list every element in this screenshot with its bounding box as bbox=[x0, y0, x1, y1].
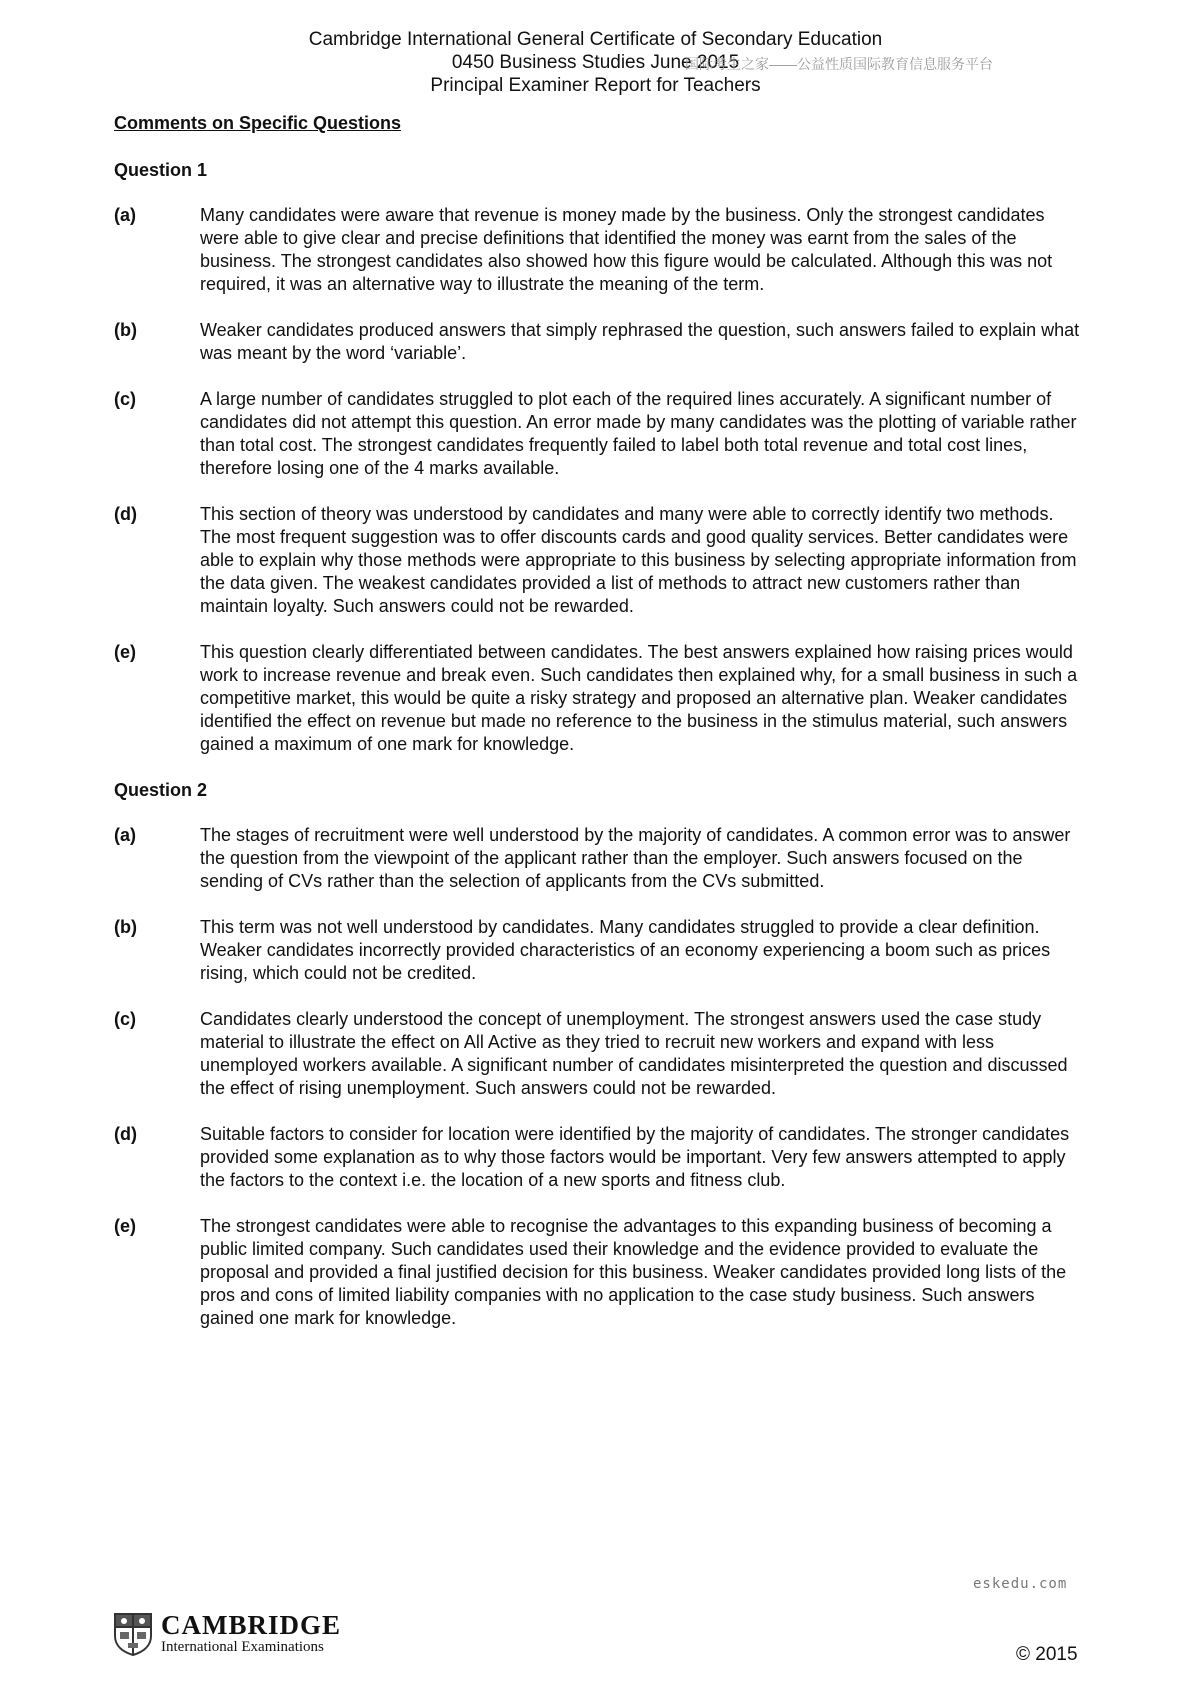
item-label: (b) bbox=[114, 320, 137, 340]
report-body bbox=[114, 112, 1084, 1353]
item-label: (e) bbox=[114, 1216, 136, 1236]
question-2-item-a bbox=[114, 824, 1084, 893]
item-label: (a) bbox=[114, 205, 136, 225]
item-text: Suitable factors to consider for location were identified by the majority of candidates. The stronger candidates provided some explanation as to why those factors would be important. Very few answers attempted to apply the factors to the context i.e. the location of a new sports and fitness club. bbox=[200, 1124, 1070, 1190]
item-label: (a) bbox=[114, 825, 136, 845]
question-1-item-d bbox=[114, 503, 1084, 618]
item-label: (b) bbox=[114, 917, 137, 937]
header-line-3: Principal Examiner Report for Teachers bbox=[430, 75, 761, 96]
item-text: The strongest candidates were able to recognise the advantages to this expanding business of becoming a public limited company. Such candidates used their knowledge and the evidence provided to evaluate the proposal and provided a final justified decision for this business. Weaker candidates provided long lists of the pros and cons of limited liability companies with no application to the case study business. Such answers gained one mark for knowledge. bbox=[200, 1216, 1067, 1328]
item-text: The stages of recruitment were well understood by the majority of candidates. A common error was to answer the question from the viewpoint of the applicant rather than the employer. Such answers focused on the sending of CVs rather than the selection of applicants from the CVs submitted. bbox=[200, 825, 1071, 891]
cambridge-shield-icon bbox=[113, 1612, 153, 1656]
item-label: (d) bbox=[114, 504, 137, 524]
header-watermark: 国际考生之家——公益性质国际教育信息服务平台 bbox=[685, 56, 993, 72]
item-text: This term was not well understood by candidates. Many candidates struggled to provide a clear definition. Weaker candidates incorrectly provided characteristics of an economy experiencing a boom such as prices rising, which could not be credited. bbox=[200, 917, 1051, 983]
item-text: Candidates clearly understood the concept of unemployment. The strongest answers used the case study material to illustrate the effect on All Active as they tried to recruit new workers and expand with less unemployed workers available. A significant number of candidates misinterpreted the question and discussed the effect of rising unemployment. Such answers could not be rewarded. bbox=[200, 1009, 1068, 1098]
question-2-item-d bbox=[114, 1123, 1084, 1192]
item-text: This question clearly differentiated between candidates. The best answers explained how raising prices would work to increase revenue and break even. Such candidates then explained why, for a small business in such a competitive market, this would be quite a risky strategy and proposed an alternative plan. Weaker candidates identified the effect on revenue but made no reference to the business in the stimulus material, such answers gained a maximum of one mark for knowledge. bbox=[200, 642, 1078, 754]
item-text: Many candidates were aware that revenue is money made by the business. Only the strongest candidates were able to give clear and precise definitions that identified the money was earnt from the sales of the business. The strongest candidates also showed how this figure would be calculated. Although this was not required, it was an alternative way to illustrate the meaning of the term. bbox=[200, 205, 1053, 294]
question-1-item-e bbox=[114, 641, 1084, 756]
item-text: A large number of candidates struggled to plot each of the required lines accurately. A significant number of candidates did not attempt this question. An error made by many candidates was the plotting of variable rather than total cost. The strongest candidates frequently failed to label both total revenue and total cost lines, therefore losing one of the 4 marks available. bbox=[200, 389, 1077, 478]
question-1-title: Question 1 bbox=[114, 160, 208, 180]
footer-watermark: eskedu.com bbox=[973, 1576, 1068, 1592]
question-2-item-c bbox=[114, 1008, 1084, 1100]
item-label: (c) bbox=[114, 1009, 136, 1029]
cambridge-logo bbox=[113, 1612, 341, 1656]
header-line-2: 0450 Business Studies June 2015 bbox=[451, 52, 740, 73]
item-text: Weaker candidates produced answers that simply rephrased the question, such answers failed to explain what was meant by the word ‘variable’. bbox=[200, 320, 1080, 363]
item-label: (d) bbox=[114, 1124, 137, 1144]
item-label: (e) bbox=[114, 642, 136, 662]
header-line-1: Cambridge International General Certificate of Secondary Education bbox=[308, 29, 883, 50]
item-label: (c) bbox=[114, 389, 136, 409]
page-header bbox=[0, 28, 1191, 97]
question-1-item-b bbox=[114, 319, 1084, 365]
question-1-item-a bbox=[114, 204, 1084, 296]
item-text: This section of theory was understood by candidates and many were able to correctly identify two methods. The most frequent suggestion was to offer discounts cards and good quality services. Better candidates were able to explain why those methods were appropriate to this business by selecting appropriate information from the data given. The weakest candidates provided a list of methods to attract new customers rather than maintain loyalty. Such answers could not be rewarded. bbox=[200, 504, 1077, 616]
copyright: © 2015 bbox=[1016, 1644, 1078, 1665]
logo-subtitle: International Examinations bbox=[161, 1639, 324, 1655]
question-1-item-c bbox=[114, 388, 1084, 480]
question-2-title: Question 2 bbox=[114, 780, 208, 800]
logo-name: CAMBRIDGE bbox=[161, 1610, 342, 1640]
section-title: Comments on Specific Questions bbox=[114, 113, 402, 133]
question-2-item-b bbox=[114, 916, 1084, 985]
question-2-item-e bbox=[114, 1215, 1084, 1330]
